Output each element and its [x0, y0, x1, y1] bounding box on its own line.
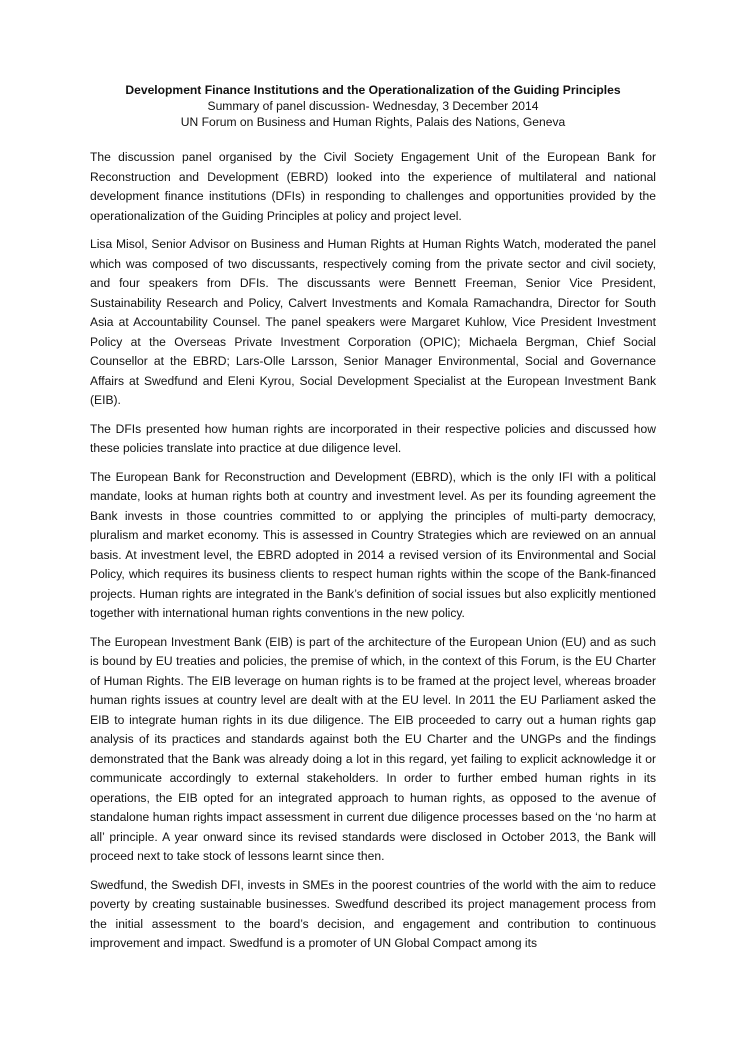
document-venue: UN Forum on Business and Human Rights, Palais des Nations, Geneva	[180, 115, 566, 129]
paragraph-ebrd: The European Bank for Reconstruction and Development (EBRD), which is the only IFI with a political mandate, looks at human rights both at country and investment level. As per its founding agreement the Bank invests in those countries committed to or applying the principles of multi-party democracy, pluralism and market economy. This is assessed in Country Strategies which are reviewed on an annual basis. At investment level, the EBRD adopted in 2014 a revised version of its Environmental and Social Policy, which requires its business clients to respect human rights within the scope of the Bank-financed projects. Human rights are integrated in the Bank’s definition of social issues but also explicitly mentioned together with international human rights conventions in the new policy.	[90, 469, 656, 620]
paragraph-swedfund: Swedfund, the Swedish DFI, invests in SMEs in the poorest countries of the world with the aim to reduce poverty by creating sustainable businesses. Swedfund described its project management process from the initial assessment to the board’s decision, and engagement and contribution to continuous improvement and impact. Swedfund is a promoter of UN Global Compact among its	[90, 877, 656, 950]
paragraph-intro: The discussion panel organised by the Civil Society Engagement Unit of the European Bank for Reconstruction and Development (EBRD) looked into the experience of multilateral and national development finance institutions (DFIs) in responding to challenges and opportunities provided by the operationalization of the Guiding Principles at policy and project level.	[90, 150, 656, 223]
paragraph-panel: Lisa Misol, Senior Advisor on Business and Human Rights at Human Rights Watch, moderated the panel which was composed of two discussants, respectively coming from the private sector and civil society, and four speakers from DFIs. The discussants were Bennett Freeman, Senior Vice President, Sustainability Research and Policy, Calvert Investments and Komala Ramachandra, Director for South Asia at Accountability Counsel. The panel speakers were Margaret Kuhlow, Vice President Investment Policy at the Overseas Private Investment Corporation (OPIC); Michaela Bergman, Chief Social Counsellor at the EBRD; Lars-Olle Larsson, Senior Manager Environmental, Social and Governance Affairs at Swedfund and Eleni Kyrou, Social Development Specialist at the European Investment Bank (EIB).	[90, 237, 656, 407]
paragraph-dfis: The DFIs presented how human rights are incorporated in their respective policies and discussed how these policies translate into practice at due diligence level.	[90, 421, 656, 455]
paragraph-eib: The European Investment Bank (EIB) is part of the architecture of the European Union (EU) and as such is bound by EU treaties and policies, the premise of which, in the context of this Forum, is the EU Charter of Human Rights. The EIB leverage on human rights is to be framed at the project level, whereas broader human rights issues at country level are dealt with at the EU level. In 2011 the EU Parliament asked the EIB to integrate human rights in its due diligence. The EIB proceeded to carry out a human rights gap analysis of its practices and standards against both the EU Charter and the UNGPs and the findings demonstrated that the Bank was already doing a lot in this regard, yet failing to explicit acknowledge it or communicate accordingly to external stakeholders. In order to further embed human rights in its operations, the EIB opted for an integrated approach to human rights, as opposed to the avenue of standalone human rights impact assessment in current due diligence processes based on the ‘no harm at all’ principle. A year onward since its revised standards were disclosed in October 2013, the Bank will proceed next to take stock of lessons learnt since then.	[90, 634, 656, 863]
document-header	[90, 82, 656, 130]
document-page	[90, 82, 656, 963]
document-subtitle: Summary of panel discussion- Wednesday, 3 December 2014	[207, 99, 539, 113]
document-title: Development Finance Institutions and the Operationalization of the Guiding Principles	[125, 83, 621, 97]
